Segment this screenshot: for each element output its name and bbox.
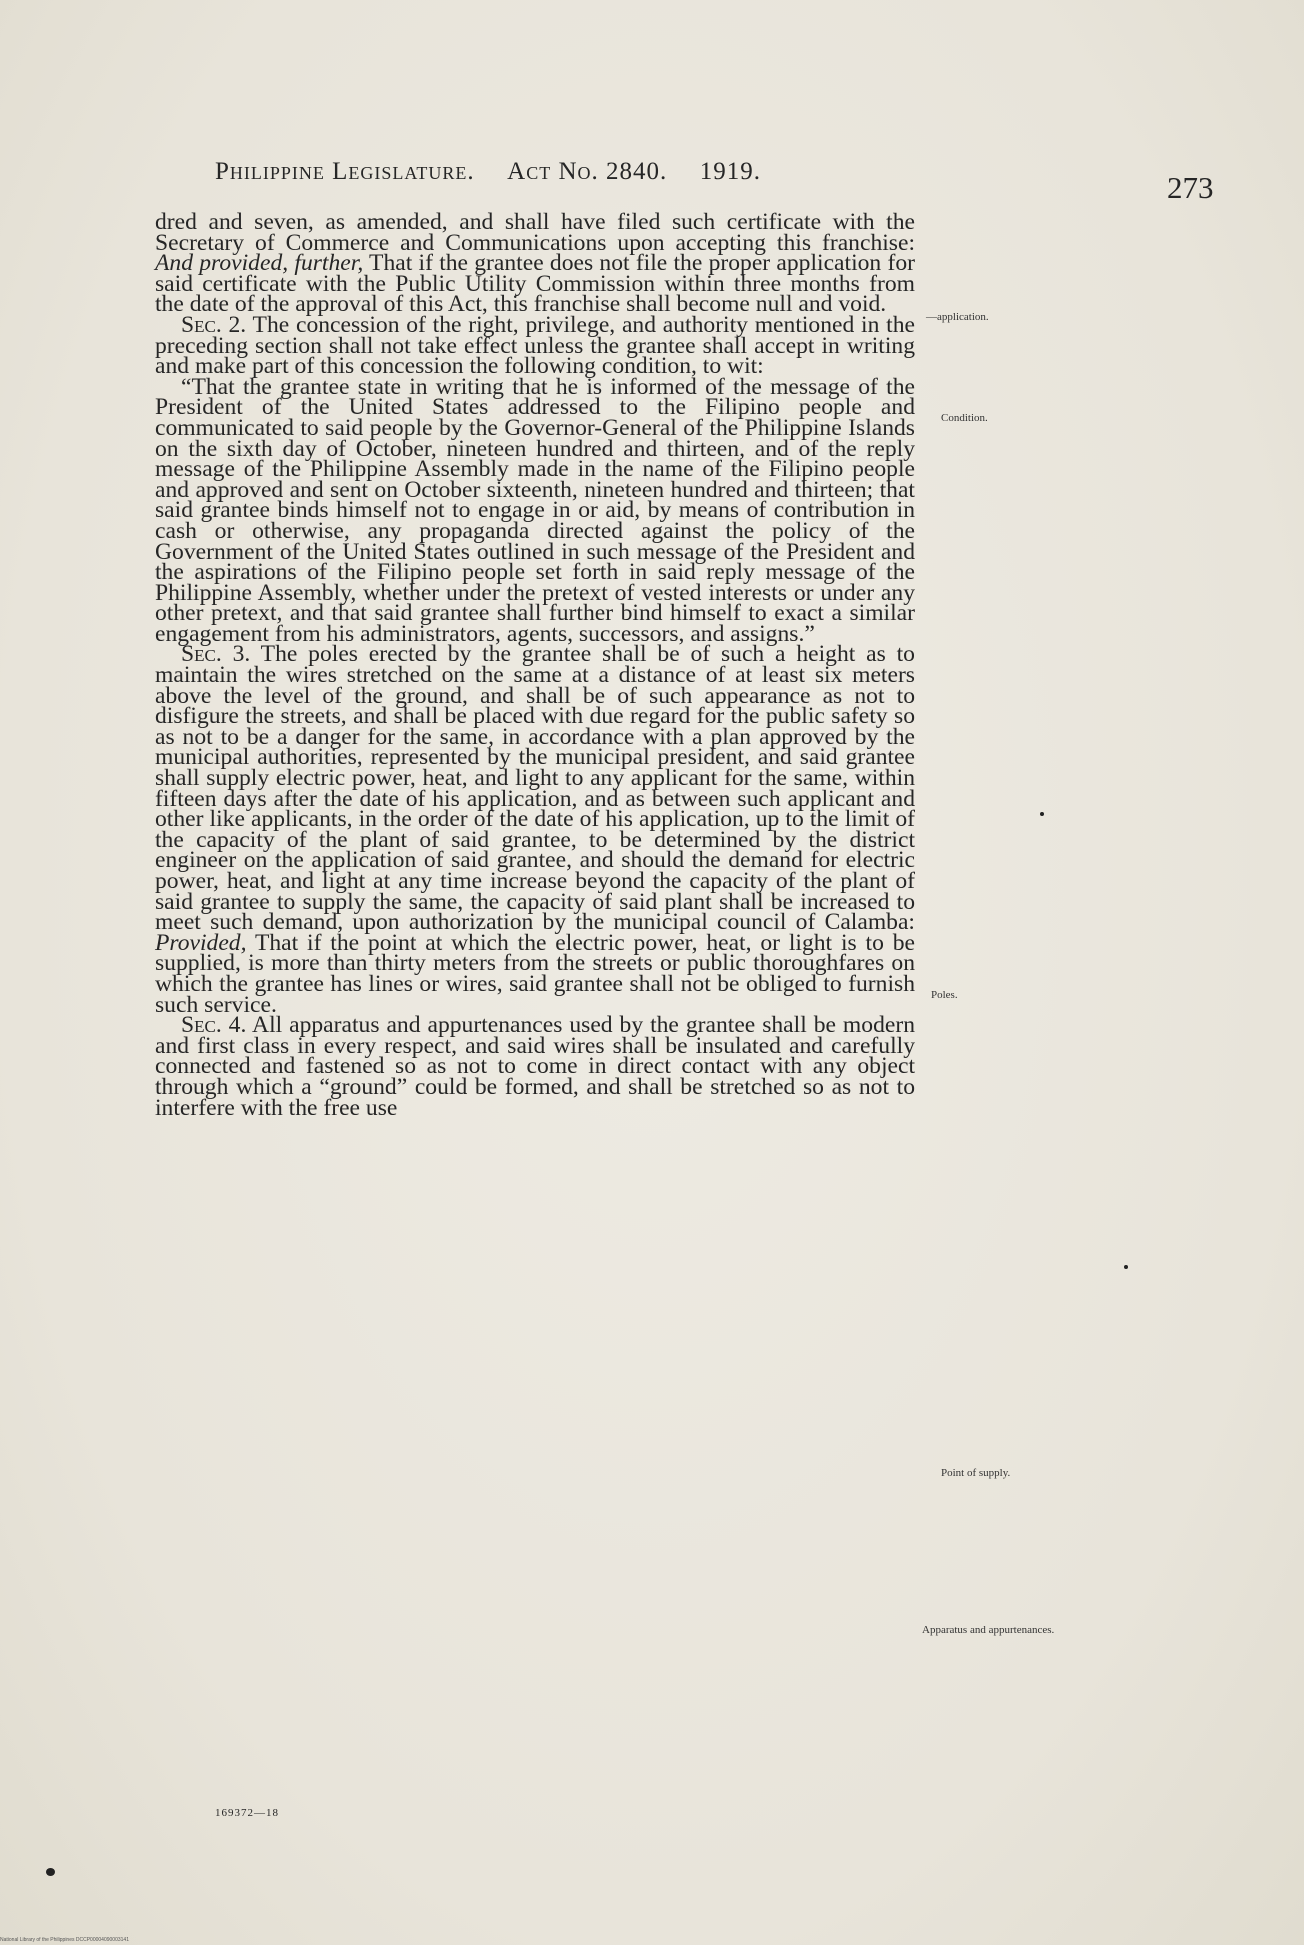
digitization-credit: National Library of the Philippines DCCP00004090003141 — [0, 1937, 129, 1943]
running-head-year: 1919. — [699, 158, 762, 185]
margin-note-apparatus: Apparatus and appurtenances. — [922, 1624, 1055, 1636]
section-3-label: Sec. 3. — [181, 641, 251, 668]
margin-note-application: —application. — [926, 311, 989, 323]
dust-speck — [46, 1868, 55, 1876]
section-2-label: Sec. 2. — [181, 311, 247, 338]
condition-quote: “That the grantee state in writing that he is informed of the message of the President of the United States addressed to the Filipino people and communicated to said people by the Governor-General of the Philippine Islands on the sixth day of October, nineteen hundred and thirteen, and of the reply message of the Philippine Assembly made in the name of the Filipino people and approved and sent on October sixteenth, nineteen hundred and thirteen; that said grantee binds himself not to engage in or aid, by means of contribution in cash or otherwise, any propaganda directed against the policy of the Government of the United States outlined in such message of the President and the aspirations of the Filipino people set forth in said reply message of the Philippine Assembly, whether under the pretext of vested interests or under any other pretext, and that said grantee shall further bind himself to exact a similar engagement from his administrators, agents, successors, and assigns.” — [155, 373, 915, 647]
signature-mark: 169372—18 — [215, 1807, 279, 1819]
section-3 — [155, 641, 915, 1018]
section-3-proviso: Provided, — [155, 929, 247, 956]
margin-note-point-of-supply: Point of supply. — [941, 1467, 1011, 1479]
running-head-act: Act No. 2840. — [507, 158, 668, 185]
paragraph-1-proviso: And provided, further, — [155, 250, 364, 277]
paragraph-continuation — [155, 209, 915, 318]
paragraph-1-rest: That if the grantee does not file the proper application for said certificate with the Public Utility Commission within three months from the date of the approval of this Act, this franchise shall become null and void. — [155, 250, 915, 318]
margin-note-condition: Condition. — [941, 412, 988, 424]
dust-speck — [1124, 1265, 1128, 1269]
section-2 — [155, 311, 915, 380]
section-3-text: The poles erected by the grantee shall be of such a height as to maintain the wires stretched on the same at a distance of at least six meters above the level of the ground, and shall be of such appearance as not to disfigure the streets, and shall be placed with due regard for the public safety so as not to be a danger for the same, in accordance with a plan approved by the municipal authorities, represented by the municipal president, and said grantee shall supply electric power, heat, and light to any applicant for the same, within fifteen days after the date of his application, and as between such applicant and other like applicants, in the order of the date of his application, up to the limit of the capacity of the plant of said grantee, to be determined by the district engineer on the application of said grantee, and should the demand for electric power, heat, and light at any time increase beyond the capacity of the plant of said grantee to supply the same, the capacity of said plant shall be increased to meet such demand, upon authorization by the municipal council of Calamba: — [155, 641, 915, 936]
section-2-text: The concession of the right, privilege, and authority mentioned in the preceding section shall not take effect unless the grantee shall accept in writing and make part of this concession the following condition, to wit: — [155, 311, 915, 380]
section-4-text: All apparatus and appurtenances used by the grantee shall be modern and first class in every respect, and said wires shall be insulated and carefully connected and fastened so as not to come in direct contact with any object through which a “ground” could be formed, and shall be stretched so as not to interfere with the free use — [155, 1012, 915, 1121]
section-3-rest: That if the point at which the electric power, heat, or light is to be supplied, is more than thirty meters from the streets or public thoroughfares on which the grantee has lines or wires, said grantee shall not be obliged to furnish such service. — [155, 929, 915, 1018]
margin-note-poles: Poles. — [931, 989, 958, 1001]
section-4-label: Sec. 4. — [181, 1012, 247, 1039]
running-head-legislature: Philippine Legislature. — [215, 158, 475, 185]
paragraph-1-text: dred and seven, as amended, and shall have filed such certificate with the Secretary of Commerce and Communications upon accepting this franchise: — [155, 209, 915, 256]
section-4 — [155, 1012, 915, 1121]
page-number: 273 — [1167, 170, 1214, 205]
body-text — [155, 209, 915, 1121]
running-head — [215, 158, 761, 186]
dust-speck — [1040, 812, 1044, 816]
